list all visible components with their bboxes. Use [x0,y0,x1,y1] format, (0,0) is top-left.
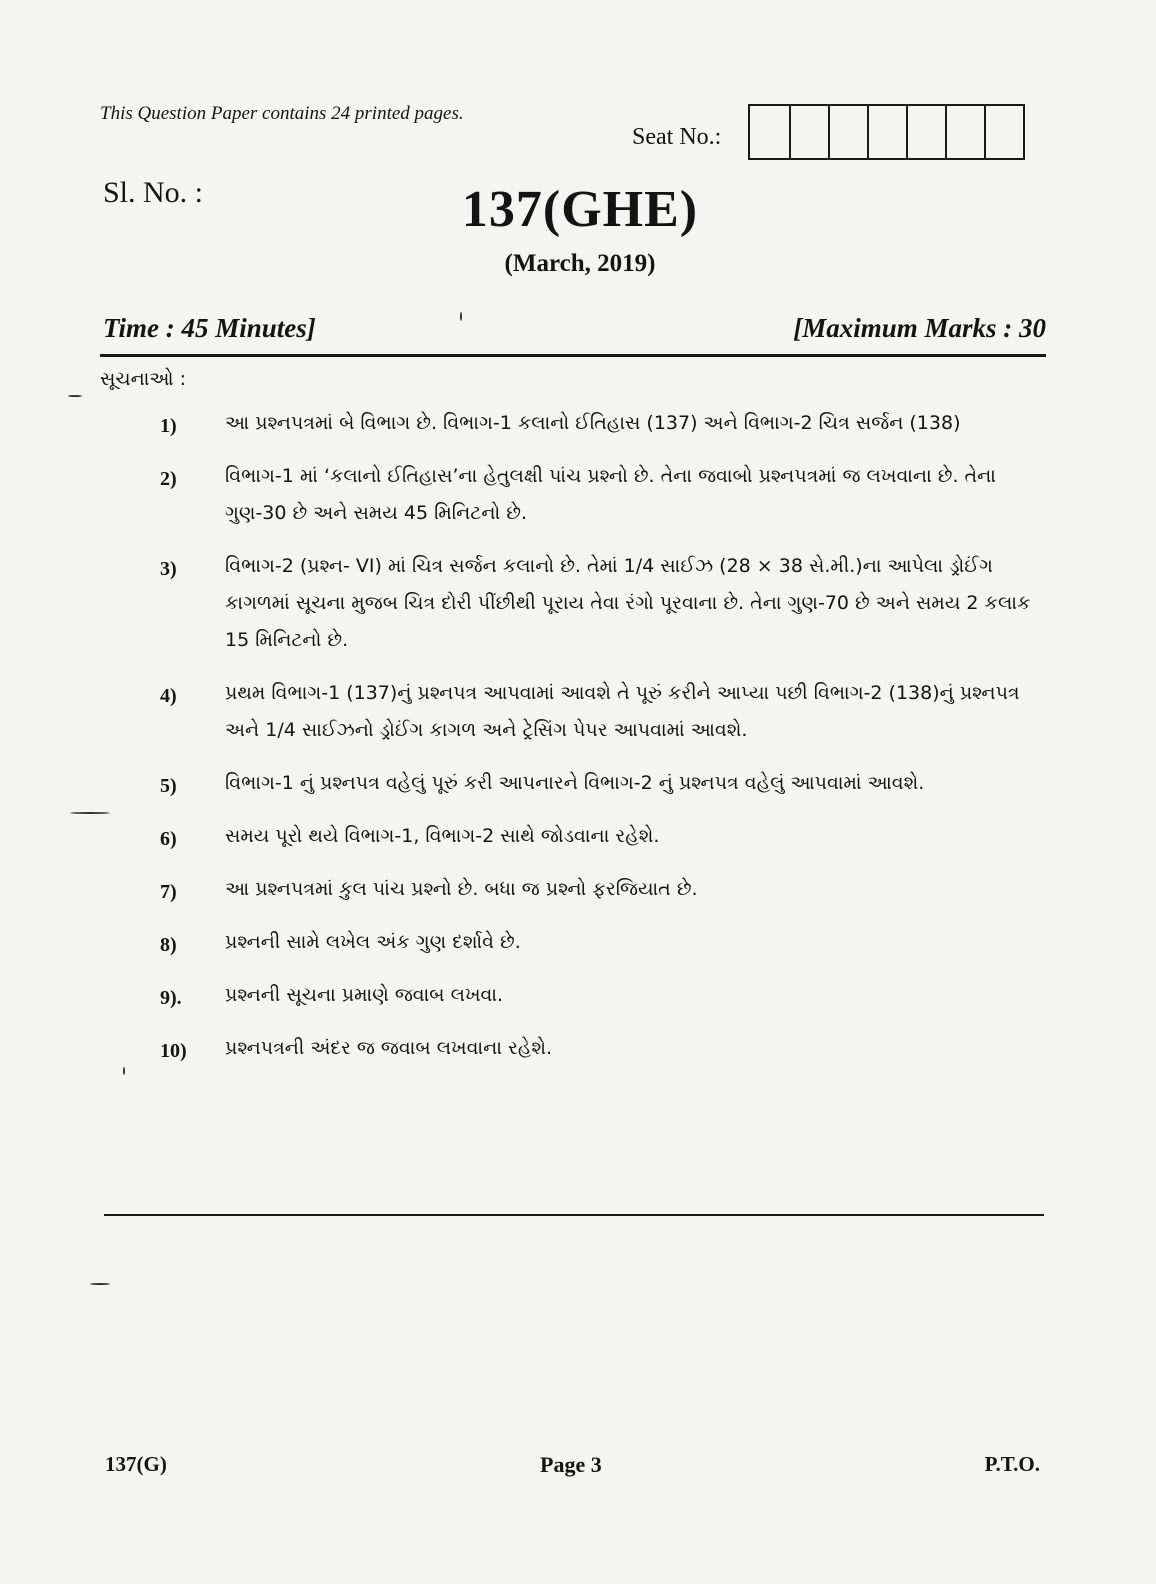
instruction-text: વિભાગ-1 માં ‘કલાનો ઈતિહાસ’ના હેતુલક્ષી પાંચ પ્રશ્નો છે. તેના જવાબો પ્રશ્નપત્રમાં જ લખવાના છે. તેના ગુણ-30 છે અને સમય 45 મિનિટનો છે. [225,465,996,524]
scan-speck [460,312,462,321]
seat-number-box [750,106,789,158]
instruction-item [160,765,1050,802]
page-number: Page 3 [540,1452,602,1477]
instruction-number: 3) [160,558,177,580]
instruction-item [160,924,1050,961]
instruction-item [160,977,1050,1014]
instruction-number: 6) [160,828,177,850]
time-allowed: Time : 45 Minutes] [103,313,316,343]
scan-speck [90,1283,110,1285]
seat-number-box [828,106,867,158]
seat-number-boxes [748,104,1025,160]
instruction-item [160,675,1050,749]
instruction-item [160,458,1050,532]
instruction-text: પ્રથમ વિભાગ-1 (137)નું પ્રશ્નપત્ર આપવામાં આવશે તે પૂરું કરીને આપ્યા પછી વિભાગ-2 (138)નું પ્રશ્નપત્ર અને 1/4 સાઈઝનો ડ્રોઈંગ કાગળ અને ટ્રેસિંગ પેપર આપવામાં આવશે. [225,682,1020,741]
instruction-number: 8) [160,934,177,956]
seat-number-box [789,106,828,158]
instruction-text: વિભાગ-1 નું પ્રશ્નપત્ર વહેલું પૂરું કરી આપનારને વિભાગ-2 નું પ્રશ્નપત્ર વહેલું આપવામાં આવશે. [225,772,925,794]
instruction-item [160,818,1050,855]
please-turn-over: P.T.O. [984,1452,1040,1476]
seat-number-box [945,106,984,158]
seat-number-box [984,106,1023,158]
header-divider [100,354,1046,357]
scan-speck [70,812,110,814]
instruction-number: 5) [160,775,177,797]
scan-speck [68,395,82,397]
seat-number-label: Seat No.: [632,124,722,150]
paper-code: 137(GHE) [461,181,699,238]
instruction-number: 4) [160,685,177,707]
instruction-item [160,405,1050,442]
instructions-heading: સૂચનાઓ : [100,368,187,390]
instruction-text: આ પ્રશ્નપત્રમાં બે વિભાગ છે. વિભાગ-1 કલાનો ઈતિહાસ (137) અને વિભાગ-2 ચિત્ર સર્જન (138) [225,412,961,434]
seat-number-box [906,106,945,158]
instruction-number: 7) [160,881,177,903]
instruction-text: પ્રશ્નપત્રની અંદર જ જવાબ લખવાના રહેશે. [225,1037,553,1059]
exam-date: (March, 2019) [504,250,656,277]
instruction-number: 9). [160,987,182,1009]
instruction-item [160,1030,1050,1067]
instructions-list [160,405,1050,1083]
seat-number-box [867,106,906,158]
footer-paper-code: 137(G) [105,1452,167,1476]
instruction-number: 2) [160,468,177,490]
instruction-text: પ્રશ્નની સૂચના પ્રમાણે જવાબ લખવા. [225,984,504,1006]
instruction-text: પ્રશ્નની સામે લખેલ અંક ગુણ દર્શાવે છે. [225,931,521,953]
instruction-number: 1) [160,415,177,437]
instruction-number: 10) [160,1040,187,1062]
instruction-text: આ પ્રશ્નપત્રમાં કુલ પાંચ પ્રશ્નો છે. બધા જ પ્રશ્નો ફરજિયાત છે. [225,878,698,900]
maximum-marks: [Maximum Marks : 30 [793,313,1046,343]
scan-speck [123,1067,125,1075]
instruction-item [160,548,1050,659]
instruction-text: વિભાગ-2 (પ્રશ્ન- VI) માં ચિત્ર સર્જન કલાનો છે. તેમાં 1/4 સાઈઝ (28 × 38 સે.મી.)ના આપેલા ડ્રોઈંગ કાગળમાં સૂચના મુજબ ચિત્ર દોરી પીંછીથી પૂરાય તેવા રંગો પૂરવાના છે. તેના ગુણ-70 છે અને સમય 2 કલાક 15 મિનિટનો છે. [225,555,1031,651]
instruction-item [160,871,1050,908]
serial-number-label: Sl. No. : [103,176,204,209]
printed-pages-note: This Question Paper contains 24 printed pages. [100,103,464,124]
instructions-divider [104,1214,1044,1216]
instruction-text: સમય પૂરો થયે વિભાગ-1, વિભાગ-2 સાથે જોડવાના રહેશે. [225,825,660,847]
